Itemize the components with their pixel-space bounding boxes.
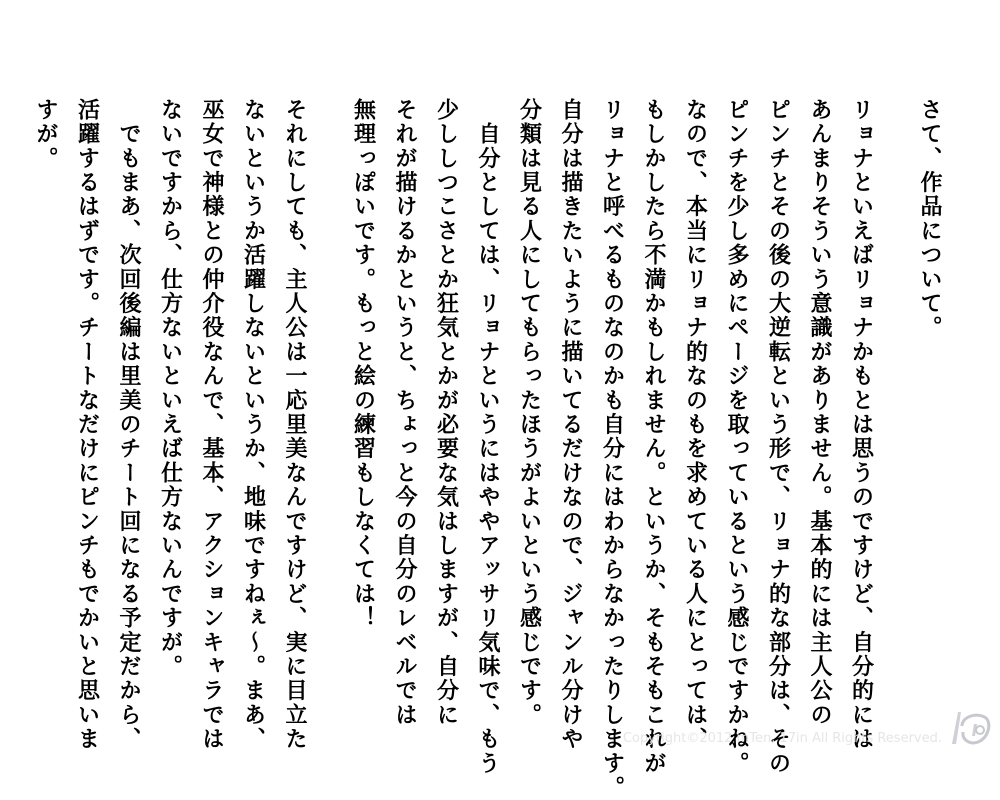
text-line: もしかしたら不満かもしれません。というか、そもそもこれが xyxy=(641,98,666,776)
text-line: リョナと呼べるものなのかも自分にはわからなかったりします。 xyxy=(599,98,625,800)
text-line: なので、本当にリョナ的なのもを求めている人にとっては、 xyxy=(682,98,708,752)
text-line: それにしても、主人公は一応里美なんですけど、実に目立た xyxy=(282,98,307,752)
text-line: ないですから、仕方ないといえば仕方ないんですが。 xyxy=(157,98,183,679)
text-line: 無理っぽいです。もっと絵の練習もしなくては！ xyxy=(350,98,376,631)
text-line: ピンチを少し多めにページを取っているという感じですかね。 xyxy=(724,98,749,776)
text-line: 巫女で神様との仲介役なんで、基本、アクションキャラでは xyxy=(199,98,224,752)
paragraph-gap xyxy=(882,98,909,738)
text-line: リョナといえばリョナかもとは思うのですけど、自分的には xyxy=(848,98,874,752)
circle-logo-icon xyxy=(948,706,994,746)
text-line: 自分としては、リョナというにはややアッサリ気味で、もう xyxy=(475,98,500,776)
text-line: 活躍するはずです。チートなだけにピンチもでかいと思いま xyxy=(74,98,100,752)
text-line: さて、作品について。 xyxy=(917,98,942,340)
text-line: ないというか活躍しないというか、地味ですねぇ～。まあ、 xyxy=(240,98,266,752)
text-line: 少ししつこさとか狂気とかが必要な気はしますが、自分に xyxy=(433,98,459,728)
text-line: でもまあ、次回後編は里美のチート回になる予定だから、 xyxy=(116,98,141,752)
text-line: ピンチとその後の大逆転という形で、リョナ的な部分は、その xyxy=(765,98,791,776)
text-line: 分類は見る人にしてもらったほうがよいという感じです。 xyxy=(516,98,542,728)
copyright-notice: Copyright©2012 mTen, 17in All Rights Reserved. xyxy=(622,731,942,746)
paragraph-gap xyxy=(315,98,342,738)
text-line: あんまりそういう意識がありません。基本的には主人公の xyxy=(807,98,832,728)
text-line: すが。 xyxy=(33,98,58,171)
text-line: それが描けるかというと、ちょっと今の自分のレベルでは xyxy=(392,98,417,728)
text-line: 自分は描きたいように描いてるだけなので、ジャンル分けや xyxy=(558,98,583,752)
